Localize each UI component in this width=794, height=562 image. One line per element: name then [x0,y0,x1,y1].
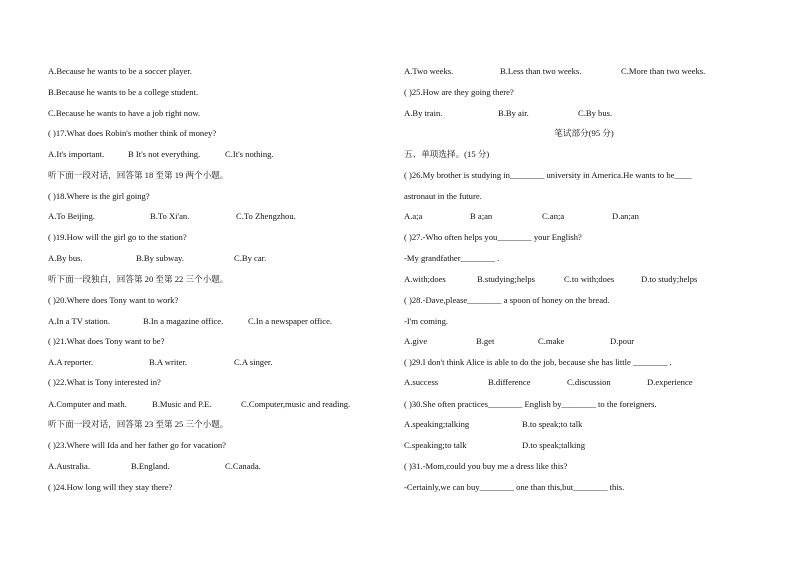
right-line-7-part-3: D.an;an [612,211,639,221]
right-line-0-part-0: A.Two weeks. [404,66,454,76]
right-line-7-part-0: A.a;a [404,211,423,221]
right-line-5-part-0: ( )26.My brother is studying in________ university in America.He wants to be____ [404,170,692,180]
left-line-15-part-0: ( )22.What is Tony interested in? [48,377,161,387]
left-line-7-part-0: A.To Beijing. [48,211,95,221]
left-line-10-part-0: 听下面一段独白，回答第 20 至第 22 三个小题。 [48,274,229,284]
left-line-12-part-2: C.In a newspaper office. [248,316,333,326]
left-line-19-part-2: C.Canada. [225,461,261,471]
left-line-6-part-0: ( )18.Where is the girl going? [48,191,150,201]
left-line-14-part-1: B.A writer. [149,357,187,367]
left-line-0-part-0: A.Because he wants to be a soccer player. [48,66,192,76]
left-line-7-part-1: B.To Xi'an. [150,211,190,221]
right-line-15-part-2: C.discussion [567,377,611,387]
right-line-14-part-0: ( )29.I don't think Alice is able to do the job, because she has little ________ . [404,357,672,367]
left-line-11-part-0: ( )20.Where does Tony want to work? [48,295,179,305]
right-line-16-part-0: ( )30.She often practices________ English by________ to the foreigners. [404,399,657,409]
right-line-15-part-3: D.experience [647,377,693,387]
right-line-18-part-1: D.to speak;talking [522,440,586,450]
right-line-10-part-1: B.studying;helps [477,274,536,284]
left-line-9-part-1: B.By subway. [136,253,184,263]
right-line-13-part-2: C.make [538,336,565,346]
right-line-13-part-0: A.give [404,336,428,346]
left-line-9-part-0: A.By bus. [48,253,83,263]
right-line-2-part-1: B.By air. [498,108,529,118]
left-line-4-part-1: B It's not everything. [128,149,201,159]
right-line-11-part-0: ( )28.-Dave,please________ a spoon of honey on the bread. [404,295,610,305]
right-line-18-part-0: C.speaking;to talk [404,440,467,450]
left-line-12-part-0: A.In a TV station. [48,316,110,326]
right-line-19-part-0: ( )31.-Mom,could you buy me a dress like this? [404,461,568,471]
left-line-20-part-0: ( )24.How long will they stay there? [48,482,173,492]
left-line-1-part-0: B.Because he wants to be a college student. [48,87,199,97]
left-line-14-part-2: C.A singer. [234,357,273,367]
left-line-14-part-0: A.A reporter. [48,357,94,367]
left-line-17-part-0: 听下面一段对话，回答第 23 至第 25 三个小题。 [48,419,229,429]
right-line-10-part-3: D.to study;helps [641,274,698,284]
left-line-16-part-0: A.Computer and math. [48,399,127,409]
right-line-17-part-0: A.speaking;talking [404,419,470,429]
right-line-0-part-1: B.Less than two weeks. [500,66,582,76]
left-line-12-part-1: B.In a magazine office. [143,316,224,326]
right-line-6-part-0: astronaut in the future. [404,191,482,201]
right-line-4-part-0: 五、单项选择。(15 分) [404,149,490,159]
left-line-13-part-0: ( )21.What does Tony want to be? [48,336,165,346]
right-line-10-part-0: A.with;does [404,274,446,284]
left-line-19-part-0: A.Australia. [48,461,91,471]
right-line-13-part-1: B.get [476,336,495,346]
left-line-7-part-2: C.To Zhengzhou. [236,211,296,221]
left-line-19-part-1: B.England. [131,461,170,471]
left-line-16-part-1: B.Music and P.E. [152,399,212,409]
left-line-9-part-2: C.By car. [234,253,267,263]
left-line-3-part-0: ( )17.What does Robin's mother think of money? [48,128,217,138]
right-line-20-part-0: -Certainly,we can buy________ one than this,but________ this. [404,482,625,492]
right-line-13-part-3: D.pour [610,336,635,346]
right-line-7-part-2: C.an;a [542,211,565,221]
left-line-18-part-0: ( )23.Where will Ida and her father go for vacation? [48,440,226,450]
left-line-4-part-0: A.It's important. [48,149,105,159]
right-line-12-part-0: -I'm coming. [404,316,449,326]
right-line-15-part-0: A.success [404,377,439,387]
left-line-5-part-0: 听下面一段对话，回答第 18 至第 19 两个小题。 [48,170,229,180]
right-line-15-part-1: B.difference [488,377,531,387]
right-line-1-part-0: ( )25.How are they going there? [404,87,514,97]
right-line-2-part-0: A.By train. [404,108,443,118]
right-line-17-part-1: B.to speak;to talk [522,419,583,429]
left-line-8-part-0: ( )19.How will the girl go to the station? [48,232,187,242]
right-line-10-part-2: C.to with;does [564,274,615,284]
right-line-3 [404,128,764,139]
left-line-2-part-0: C.Because he wants to have a job right now. [48,108,201,118]
left-line-4-part-2: C.It's nothing. [225,149,274,159]
right-line-3-part-0: 笔试部分(95 分) [554,128,614,138]
right-line-8-part-0: ( )27.-Who often helps you________ your English? [404,232,582,242]
right-line-7-part-1: B a;an [470,211,493,221]
right-line-2-part-2: C.By bus. [578,108,613,118]
left-line-16-part-2: C.Computer,music and reading. [241,399,351,409]
right-line-9-part-0: -My grandfather________ . [404,253,500,263]
right-line-0-part-2: C.More than two weeks. [621,66,706,76]
